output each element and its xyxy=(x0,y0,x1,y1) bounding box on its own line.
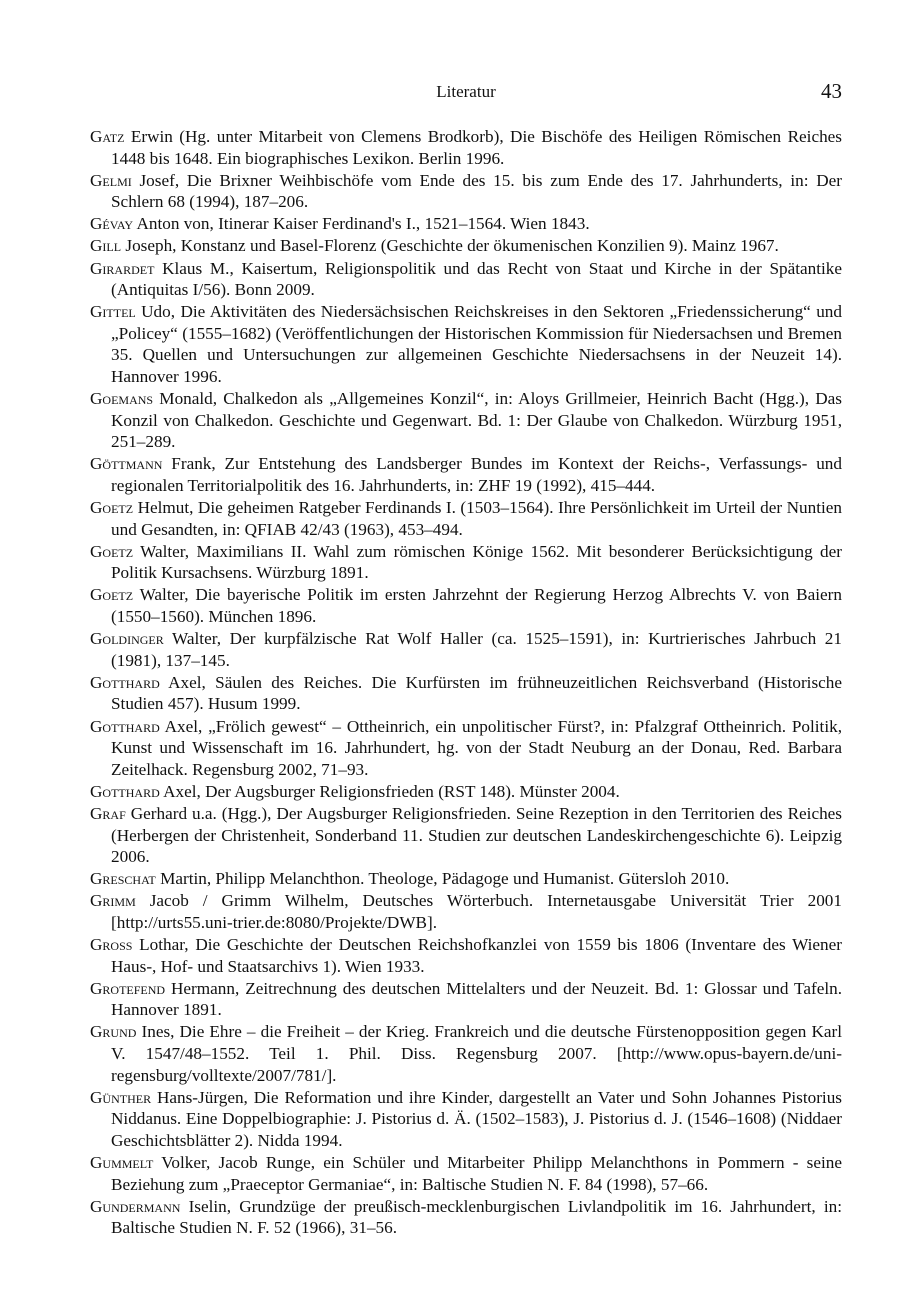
entry-text: Axel, Der Augsburger Religionsfrieden (RST 148). Münster 2004. xyxy=(159,781,620,801)
entry-text: Walter, Die bayerische Politik im ersten Jahrzehnt der Regierung Herzog Albrechts V. von Baiern (1550–1560). München 1896. xyxy=(111,585,842,627)
entry-text: Josef, Die Brixner Weihbischöfe vom Ende des 15. bis zum Ende des 17. Jahrhunderts, in: Der Schlern 68 (1994), 187–206. xyxy=(111,170,842,212)
entry-text: Walter, Maximilians II. Wahl zum römischen Könige 1562. Mit besonderer Berücksichtigung der Politik Kursachsens. Würzburg 1891. xyxy=(111,541,842,583)
bibliography-entry xyxy=(90,716,842,781)
entry-author: Göttmann xyxy=(90,454,163,474)
bibliography-entry xyxy=(90,1087,842,1152)
entry-text: Klaus M., Kaisertum, Religionspolitik und das Recht von Staat und Kirche in der Spätantike (Antiquitas I/56). Bonn 2009. xyxy=(111,258,842,300)
entry-author: Goemans xyxy=(90,389,154,409)
entry-author: Gross xyxy=(90,934,133,954)
entry-author: Gotthard xyxy=(90,672,160,692)
entry-text: Lothar, Die Geschichte der Deutschen Reichshofkanzlei von 1559 bis 1806 (Inventare des Wiener Haus-, Hof- und Staatsarchivs 1). Wien 1933. xyxy=(111,934,842,976)
entry-author: Gelmi xyxy=(90,170,132,190)
entry-author: Grotefend xyxy=(90,978,166,998)
bibliography-entry xyxy=(90,890,842,933)
entry-author: Gotthard xyxy=(90,716,160,736)
entry-author: Günther xyxy=(90,1087,152,1107)
bibliography-entry xyxy=(90,170,842,213)
bibliography-entry xyxy=(90,1152,842,1195)
running-head: Literatur xyxy=(436,82,496,101)
bibliography-entry xyxy=(90,584,842,627)
entry-author: Gotthard xyxy=(90,781,160,801)
entry-author: Goetz xyxy=(90,498,134,518)
bibliography-entry xyxy=(90,628,842,671)
entry-text: Udo, Die Aktivitäten des Niedersächsischen Reichskreises in den Sektoren „Friedenssicherung“ und „Policey“ (1555–1682) (Veröffentlichungen der Historischen Kommission für Niedersachsen und Bremen 35. Quellen und Untersuchungen zur allgemeinen Geschichte Niedersachsens in der Neuzeit 14). Hannover 1996. xyxy=(111,302,842,387)
entry-author: Greschat xyxy=(90,869,156,889)
entry-author: Grimm xyxy=(90,891,136,911)
entry-text: Walter, Der kurpfälzische Rat Wolf Haller (ca. 1525–1591), in: Kurtrierisches Jahrbuch 21 (1981), 137–145. xyxy=(111,629,842,670)
entry-text: Helmut, Die geheimen Ratgeber Ferdinands I. (1503–1564). Ihre Persönlichkeit im Urteil der Nuntien und Gesandten, in: QFIAB 42/43 (1963), 453–494. xyxy=(111,498,842,539)
entry-text: Volker, Jacob Runge, ein Schüler und Mitarbeiter Philipp Melanchthons in Pommern - seine Beziehung zum „Praeceptor Germaniae“, in: Baltische Studien N. F. 84 (1998), 57–66. xyxy=(111,1152,842,1194)
bibliography-entry xyxy=(90,868,842,890)
entry-author: Goetz xyxy=(90,541,134,561)
bibliography-entry xyxy=(90,541,842,584)
bibliography-entry xyxy=(90,934,842,977)
bibliography-entry xyxy=(90,126,842,169)
bibliography-entry xyxy=(90,1021,842,1086)
entry-text: Hermann, Zeitrechnung des deutschen Mittelalters und der Neuzeit. Bd. 1: Glossar und Tafeln. Hannover 1891. xyxy=(111,978,842,1020)
entry-author: Graf xyxy=(90,803,126,823)
entry-text: Jacob / Grimm Wilhelm, Deutsches Wörterbuch. Internetausgabe Universität Trier 2001 [http://urts55.uni-trier.de:8080/Projekte/DWB]. xyxy=(111,891,842,932)
entry-text: Hans-Jürgen, Die Reformation und ihre Kinder, dargestellt an Vater und Sohn Johannes Pistorius Niddanus. Eine Doppelbiographie: J. Pistorius d. Ä. (1502–1583), J. Pistorius d. J. (1546–1608) (Niddaer Geschichtsblätter 2). Nidda 1994. xyxy=(111,1087,842,1150)
entry-author: Gévay xyxy=(90,214,134,234)
entry-author: Goetz xyxy=(90,585,134,605)
bibliography-entry xyxy=(90,803,842,868)
entry-text: Gerhard u.a. (Hgg.), Der Augsburger Religionsfrieden. Seine Rezeption in den Territorien des Reiches (Herbergen der Christenheit, Sonderband 11. Studien zur deutschen Landeskirchengeschichte 6). Leipzig 2006. xyxy=(111,803,842,867)
bibliography-entry xyxy=(90,978,842,1021)
entry-author: Grund xyxy=(90,1022,137,1042)
bibliography-entry xyxy=(90,781,842,803)
bibliography-entry xyxy=(90,301,842,387)
entry-author: Girardet xyxy=(90,258,155,278)
entry-author: Goldinger xyxy=(90,629,164,649)
entry-author: Gummelt xyxy=(90,1152,154,1172)
bibliography-entry xyxy=(90,1196,842,1239)
entry-text: Erwin (Hg. unter Mitarbeit von Clemens Brodkorb), Die Bischöfe des Heiligen Römischen Reiches 1448 bis 1648. Ein biographisches Lexikon. Berlin 1996. xyxy=(111,127,842,168)
entry-text: Ines, Die Ehre – die Freiheit – der Krieg. Frankreich und die deutsche Fürstenopposition gegen Karl V. 1547/48–1552. Teil 1. Phil. Diss. Regensburg 2007. [http://www.opus-bayern.de/uni-regensburg/volltexte/2007/781/]. xyxy=(111,1022,842,1085)
entry-text: Joseph, Konstanz und Basel-Florenz (Geschichte der ökumenischen Konzilien 9). Mainz 1967. xyxy=(121,236,779,256)
bibliography-entry xyxy=(90,453,842,496)
bibliography-entry xyxy=(90,388,842,453)
entry-author: Gill xyxy=(90,236,122,256)
page-number: 43 xyxy=(821,79,842,103)
entry-text: Frank, Zur Entstehung des Landsberger Bundes im Kontext der Reichs-, Verfassungs- und regionalen Territorialpolitik des 16. Jahrhunderts, in: ZHF 19 (1992), 415–444. xyxy=(111,454,842,495)
bibliography-entry xyxy=(90,235,842,257)
entry-text: Axel, Säulen des Reiches. Die Kurfürsten im frühneuzeitlichen Reichsverband (Historische Studien 457). Husum 1999. xyxy=(111,672,842,714)
bibliography-entry xyxy=(90,258,842,301)
entry-text: Monald, Chalkedon als „Allgemeines Konzil“, in: Aloys Grillmeier, Heinrich Bacht (Hgg.), Das Konzil von Chalkedon. Geschichte und Gegenwart. Bd. 1: Der Glaube von Chalkedon. Würzburg 1951, 251–289. xyxy=(111,389,842,452)
entry-author: Gittel xyxy=(90,302,136,322)
entry-text: Iselin, Grundzüge der preußisch-mecklenburgischen Livlandpolitik im 16. Jahrhundert, in: Baltische Studien N. F. 52 (1966), 31–56. xyxy=(111,1196,842,1238)
entry-author: Gundermann xyxy=(90,1196,181,1216)
entry-author: Gatz xyxy=(90,127,125,146)
entry-text: Axel, „Frölich gewest“ – Ottheinrich, ein unpolitischer Fürst?, in: Pfalzgraf Ottheinrich. Politik, Kunst und Wissenschaft im 16. Jahrhundert, hg. von der Stadt Neuburg an der Donau, Red. Barbara Zeitelhack. Regensburg 2002, 71–93. xyxy=(111,716,842,779)
page-header xyxy=(90,79,842,105)
bibliography-entry xyxy=(90,672,842,715)
bibliography-list xyxy=(90,126,842,1239)
entry-text: Anton von, Itinerar Kaiser Ferdinand's I., 1521–1564. Wien 1843. xyxy=(133,214,590,234)
entry-text: Martin, Philipp Melanchthon. Theologe, Pädagoge und Humanist. Gütersloh 2010. xyxy=(155,869,730,889)
bibliography-entry xyxy=(90,213,842,235)
bibliography-entry xyxy=(90,497,842,540)
